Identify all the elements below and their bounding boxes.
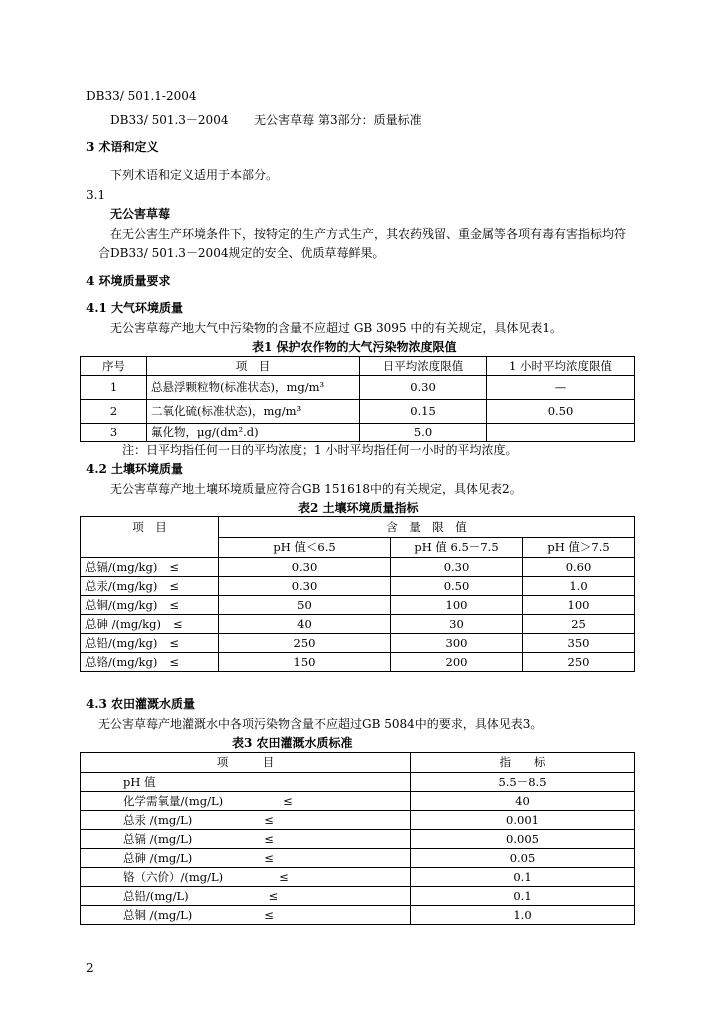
item-label: 总汞 /(mg/L): [123, 812, 193, 827]
le-symbol: ≤: [169, 559, 179, 574]
item-label: 总铅/(mg/kg): [85, 635, 158, 650]
table-cell: 0.005: [411, 830, 635, 849]
table-row: [81, 868, 635, 887]
item-label: pH 值: [123, 774, 156, 789]
table-row: [81, 906, 635, 925]
table-cell: 二氧化硫(标准状态)，mg/m³: [147, 400, 360, 424]
table-cell: 总悬浮颗粒物(标准状态)，mg/m³: [147, 376, 360, 400]
table-1: [80, 356, 635, 442]
table-cell: 0.15: [360, 400, 487, 424]
reference-line: [110, 112, 422, 128]
table-1-note: 注：日平均指任何一日的平均浓度；1 小时平均指任何一小时的平均浓度。: [122, 443, 518, 457]
item-label: 总铜/(mg/kg): [85, 597, 158, 612]
table-row: [81, 424, 635, 442]
table-header-cell: 1 小时平均浓度限值: [487, 357, 635, 376]
table-row: [81, 558, 635, 577]
table-cell: —: [487, 376, 635, 400]
section-4-3-heading: 4.3 农田灌溉水质量: [86, 697, 196, 711]
table-row: [81, 400, 635, 424]
table-row: [81, 830, 635, 849]
table-cell: 0.05: [411, 849, 635, 868]
le-symbol: ≤: [169, 635, 179, 650]
section-4-1-text: 无公害草莓产地大气中污染物的含量不应超过 GB 3095 中的有关规定，具体见表1。: [110, 321, 563, 335]
table-cell: 氟化物，μg/(dm².d): [147, 424, 360, 442]
table-cell: 0.30: [391, 558, 523, 577]
section-3-1-number: 3.1: [86, 188, 106, 202]
table-cell: 2: [81, 400, 147, 424]
table-cell: 250: [219, 634, 391, 653]
table-cell: [81, 887, 411, 906]
table-header-cell: 含 量 限 值: [219, 517, 635, 538]
table-cell: 0.1: [411, 868, 635, 887]
table-cell: 0.60: [523, 558, 635, 577]
term-definition-line-2: 合DB33/ 501.3－2004规定的安全、优质草莓鲜果。: [98, 246, 385, 260]
table-cell: [81, 577, 219, 596]
table-header-cell: 项 目: [81, 517, 219, 558]
le-symbol: ≤: [169, 597, 179, 612]
table-header-cell: pH 值＞7.5: [523, 538, 635, 558]
table-cell: 0.001: [411, 811, 635, 830]
table-cell: [81, 615, 219, 634]
table-cell: [81, 868, 411, 887]
table-cell: 300: [391, 634, 523, 653]
table-cell: 50: [219, 596, 391, 615]
table-row: [81, 887, 635, 906]
table-2-caption: 表2 土壤环境质量指标: [298, 501, 419, 515]
table-cell: 100: [391, 596, 523, 615]
table-header-cell: 指 标: [411, 753, 635, 773]
table-2-header-row: [81, 517, 635, 538]
table-cell: [487, 424, 635, 442]
section-4-2-heading: 4.2 土壤环境质量: [86, 462, 184, 476]
section-4-1-heading: 4.1 大气环境质量: [86, 301, 184, 315]
table-cell: [81, 811, 411, 830]
table-cell: 40: [411, 792, 635, 811]
item-label: 总汞/(mg/kg): [85, 578, 158, 593]
table-row: [81, 615, 635, 634]
table-row: [81, 596, 635, 615]
table-cell: [81, 634, 219, 653]
le-symbol: ≤: [264, 850, 274, 865]
table-row: [81, 634, 635, 653]
table-cell: 40: [219, 615, 391, 634]
table-cell: [81, 596, 219, 615]
table-cell: [81, 653, 219, 672]
item-label: 化学需氧量/(mg/L): [123, 793, 224, 808]
table-cell: [81, 773, 411, 792]
table-cell: [81, 558, 219, 577]
item-label: 铬（六价）/(mg/L): [123, 869, 224, 884]
table-cell: 0.30: [219, 577, 391, 596]
item-label: 总镉 /(mg/L): [123, 831, 193, 846]
table-cell: [81, 906, 411, 925]
table-cell: [81, 792, 411, 811]
table-cell: 350: [523, 634, 635, 653]
table-cell: 1: [81, 376, 147, 400]
table-cell: 1.0: [523, 577, 635, 596]
table-row: [81, 773, 635, 792]
table-cell: 250: [523, 653, 635, 672]
le-symbol: ≤: [264, 831, 274, 846]
table-cell: 0.30: [360, 376, 487, 400]
table-cell: 0.1: [411, 887, 635, 906]
table-cell: 200: [391, 653, 523, 672]
table-row: [81, 849, 635, 868]
table-cell: 100: [523, 596, 635, 615]
section-4-2-text: 无公害草莓产地土壤环境质量应符合GB 151618中的有关规定，具体见表2。: [110, 482, 522, 496]
table-header-cell: pH 值 6.5－7.5: [391, 538, 523, 558]
item-label: 总铅/(mg/L): [123, 888, 189, 903]
section-4-3-text: 无公害草莓产地灌溉水中各项污染物含量不应超过GB 5084中的要求，具体见表3。: [98, 717, 543, 731]
table-1-header-row: [81, 357, 635, 376]
table-header-cell: 项 目: [147, 357, 360, 376]
table-header-cell: 序号: [81, 357, 147, 376]
table-cell: 25: [523, 615, 635, 634]
section-4-heading: 4 环境质量要求: [86, 274, 171, 288]
table-row: [81, 577, 635, 596]
section-3-heading: 3 术语和定义: [86, 140, 159, 154]
table-cell: [81, 830, 411, 849]
reference-title: 无公害草莓 第3部分：质量标准: [254, 113, 422, 127]
item-label: 总镉/(mg/kg): [85, 559, 158, 574]
term-definition-line-1: 在无公害生产环境条件下，按特定的生产方式生产，其农药残留、重金属等各项有毒有害指标均符: [110, 227, 627, 241]
table-header-cell: 项 目: [81, 753, 411, 773]
le-symbol: ≤: [264, 907, 274, 922]
le-symbol: ≤: [283, 793, 293, 808]
table-cell: 1.0: [411, 906, 635, 925]
table-3-caption: 表3 农田灌溉水质标准: [232, 736, 353, 750]
table-header-cell: pH 值＜6.5: [219, 538, 391, 558]
table-row: [81, 792, 635, 811]
table-cell: 3: [81, 424, 147, 442]
table-cell: 5.0: [360, 424, 487, 442]
page-number: 2: [86, 961, 94, 975]
table-1-caption: 表1 保护农作物的大气污染物浓度限值: [252, 340, 457, 354]
le-symbol: ≤: [264, 812, 274, 827]
table-cell: 5.5－8.5: [411, 773, 635, 792]
item-label: 总铜 /(mg/L): [123, 907, 193, 922]
le-symbol: ≤: [268, 888, 279, 903]
item-label: 总砷 /(mg/L): [123, 850, 193, 865]
le-symbol: ≤: [169, 578, 179, 593]
table-3-header-row: [81, 753, 635, 773]
le-symbol: ≤: [169, 654, 179, 669]
table-cell: 0.50: [391, 577, 523, 596]
table-row: [81, 653, 635, 672]
item-label: 总砷 /(mg/kg): [85, 616, 161, 631]
le-symbol: ≤: [172, 616, 183, 631]
table-cell: 0.30: [219, 558, 391, 577]
table-cell: 150: [219, 653, 391, 672]
le-symbol: ≤: [279, 869, 289, 884]
term-title: 无公害草莓: [110, 207, 171, 221]
table-row: [81, 376, 635, 400]
section-3-intro: 下列术语和定义适用于本部分。: [110, 168, 279, 182]
table-3: [80, 752, 635, 925]
reference-code: DB33/ 501.3－2004: [110, 113, 229, 127]
table-header-cell: 日平均浓度限值: [360, 357, 487, 376]
table-cell: [81, 849, 411, 868]
table-row: [81, 811, 635, 830]
item-label: 总铬/(mg/kg): [85, 654, 158, 669]
table-cell: 0.50: [487, 400, 635, 424]
table-2: [80, 516, 635, 672]
table-cell: 30: [391, 615, 523, 634]
document-code: DB33/ 501.1-2004: [86, 89, 197, 103]
